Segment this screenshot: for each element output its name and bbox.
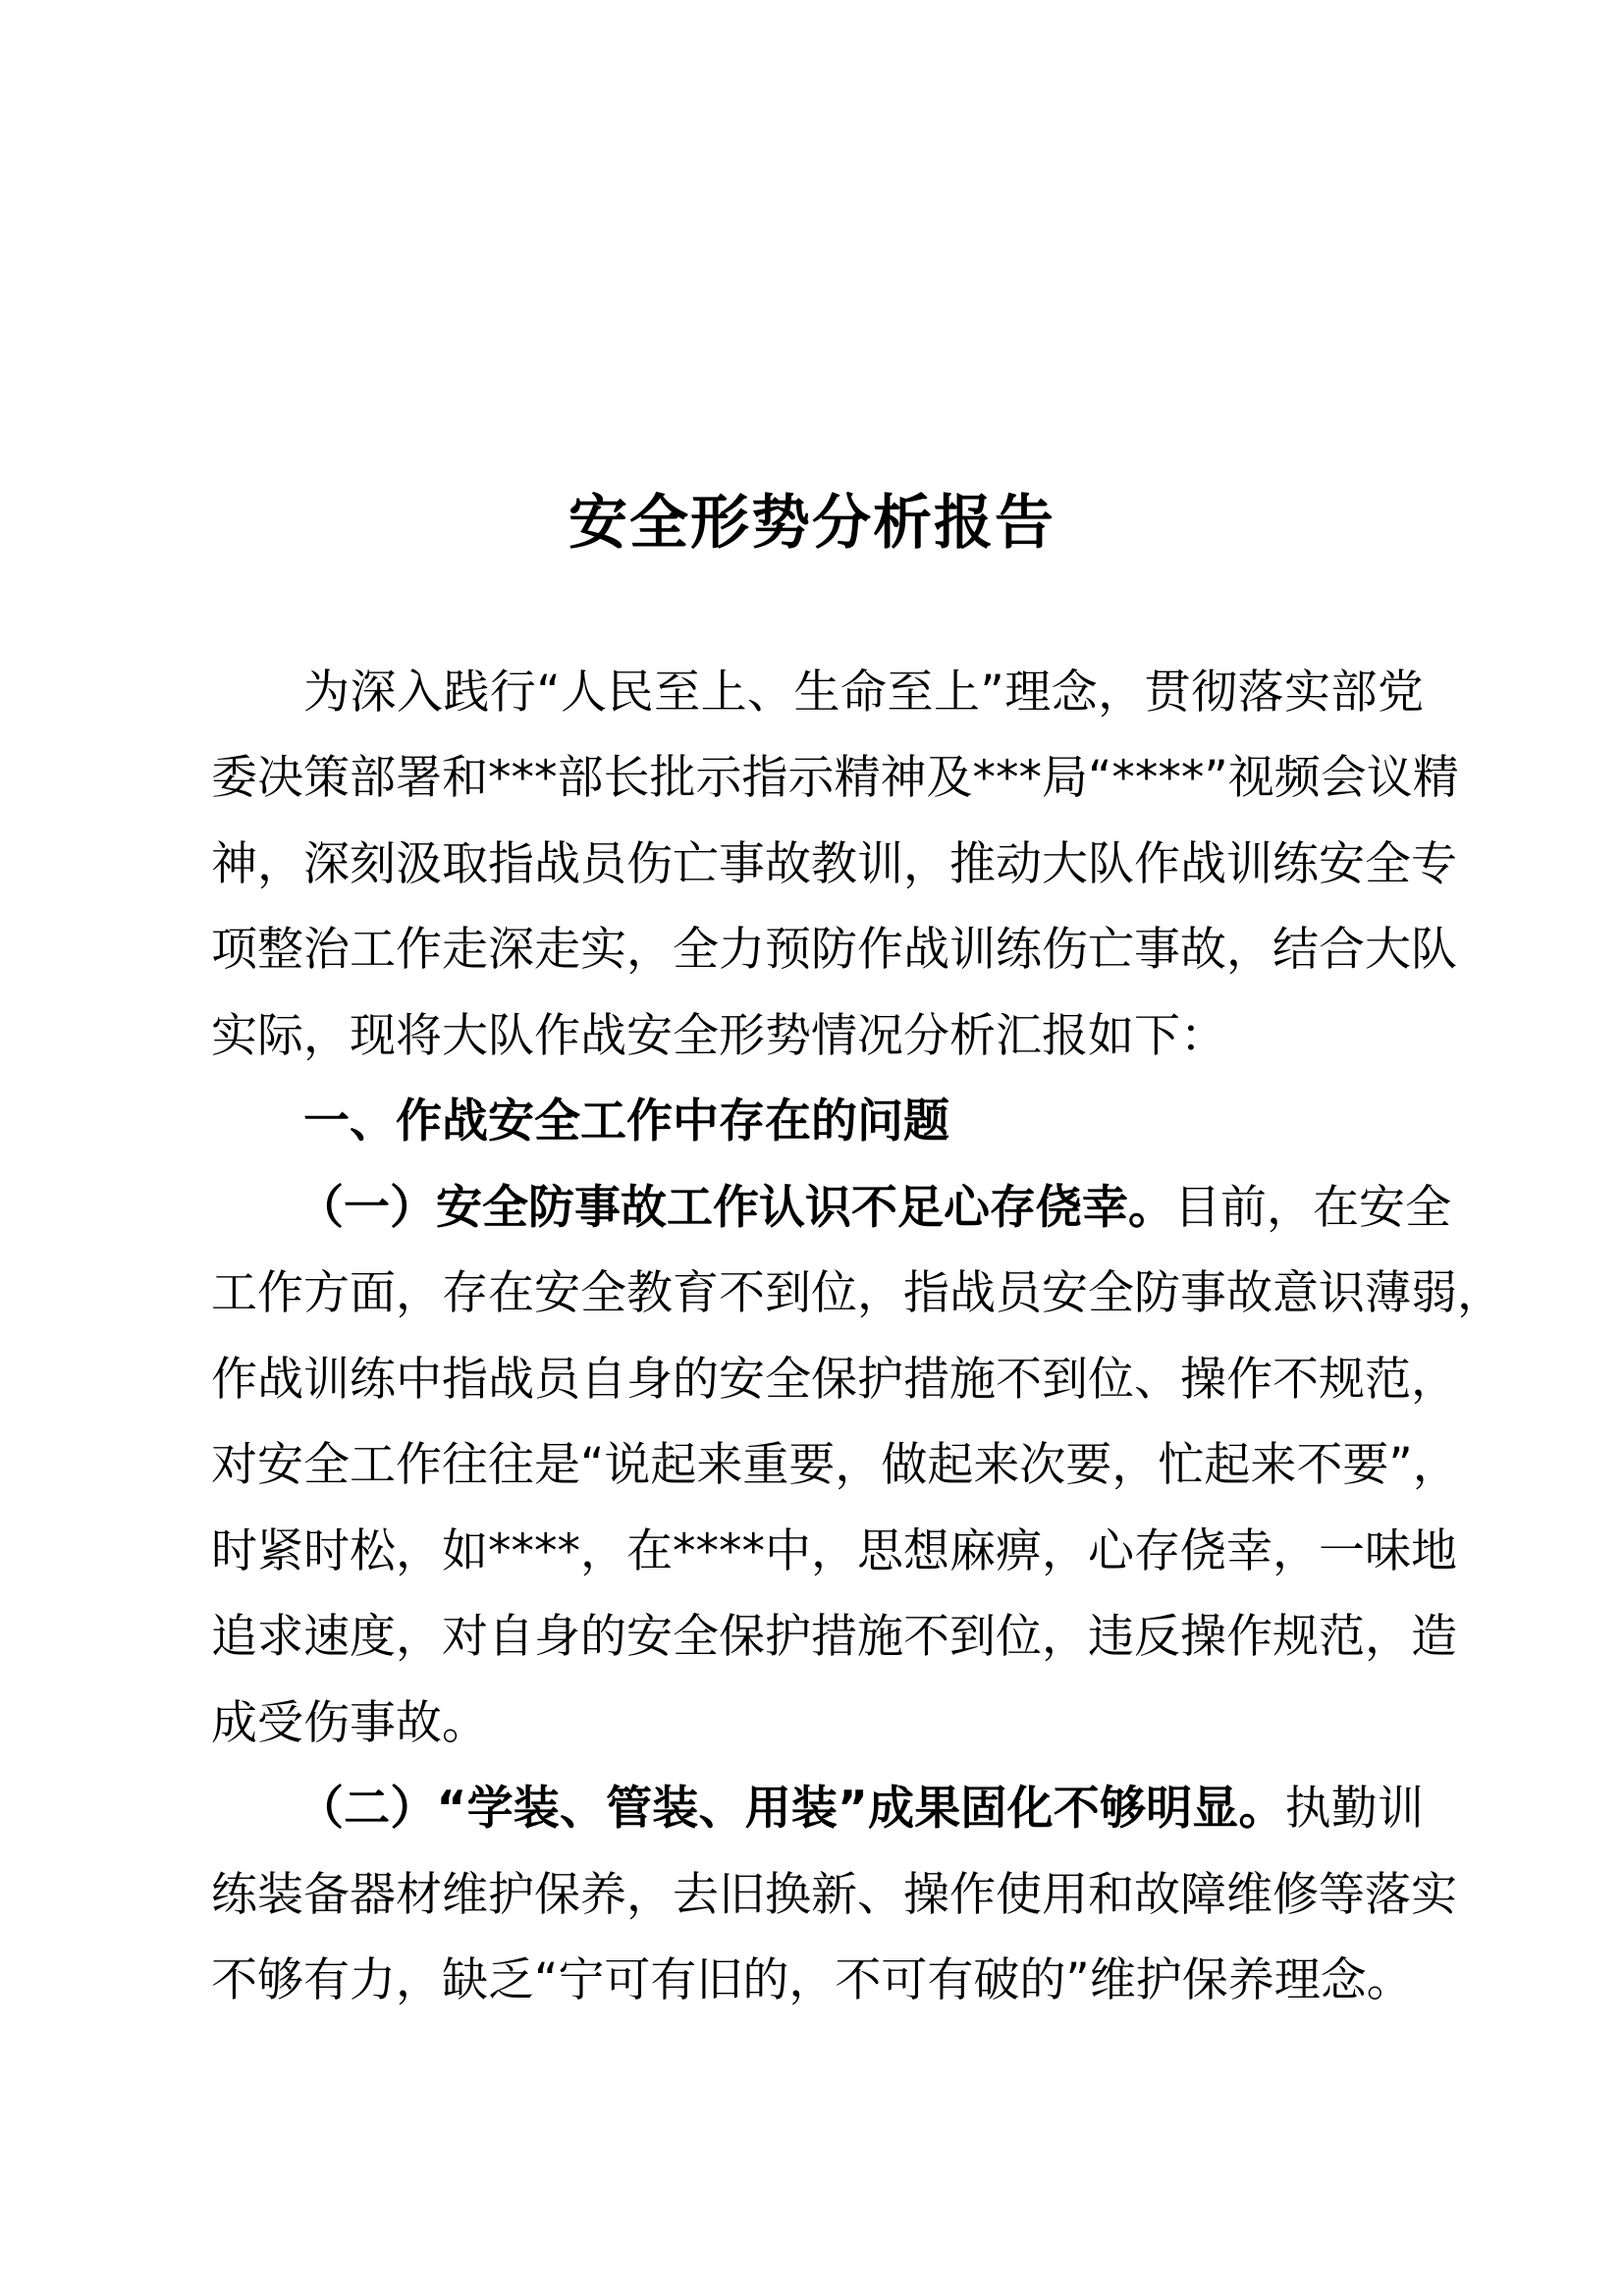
text-line [211,1766,1424,1851]
document-title: 安全形势分析报告 [568,489,1056,558]
line-text: 实际，现将大队作战安全形势情况分析汇报如下： [211,1009,1226,1063]
text-line [211,735,1459,821]
section-heading [211,1079,1424,1164]
line-text: 委决策部署和***部长批示指示精神及***局“****”视频会议精 [211,751,1459,805]
line-text: 目前，在安全 [1174,1181,1451,1235]
text-line [211,1337,1457,1422]
line-text: 执勤训 [1284,1782,1425,1836]
text-line [211,993,1424,1079]
text-line [211,1165,1451,1251]
bold-lead-in: （二）“学装、管装、用装”成果固化不够明显。 [298,1782,1285,1836]
text-line [211,1594,1457,1680]
bold-lead-in: 一、作战安全工作中存在的问题 [303,1095,949,1148]
line-text: 神，深刻汲取指战员伤亡事故教训，推动大队作战训练安全专 [211,837,1457,891]
text-line [211,650,1424,735]
text-line [211,1251,1503,1336]
text-line [211,907,1457,992]
text-line [211,822,1457,907]
text-line [211,1938,1424,2023]
line-text: 不够有力，缺乏“宁可有旧的，不可有破的”维护保养理念。 [211,1953,1413,2007]
line-text: 练装备器材维护保养，去旧换新、操作使用和故障维修等落实 [211,1868,1457,1922]
line-text: 追求速度，对自身的安全保护措施不到位，违反操作规范，造 [211,1610,1457,1664]
line-text: 对安全工作往往是“说起来重要，做起来次要，忙起来不要”， [211,1438,1459,1492]
line-text: 成受伤事故。 [211,1696,488,1750]
bold-lead-in: （一）安全防事故工作认识不足心存侥幸。 [298,1181,1174,1235]
text-line [211,1509,1457,1594]
text-line [211,1681,1424,1766]
line-text: 时紧时松，如****，在****中，思想麻痹，心存侥幸，一味地 [211,1524,1457,1578]
line-text: 工作方面，存在安全教育不到位，指战员安全防事故意识薄弱， [211,1266,1503,1320]
line-text: 为深入践行“人民至上、生命至上”理念，贯彻落实部党 [303,666,1424,720]
line-text: 项整治工作走深走实，全力预防作战训练伤亡事故，结合大队 [211,923,1457,977]
text-line [211,1852,1457,1938]
line-text: 作战训练中指战员自身的安全保护措施不到位、操作不规范， [211,1353,1457,1407]
text-line [211,1422,1459,1508]
